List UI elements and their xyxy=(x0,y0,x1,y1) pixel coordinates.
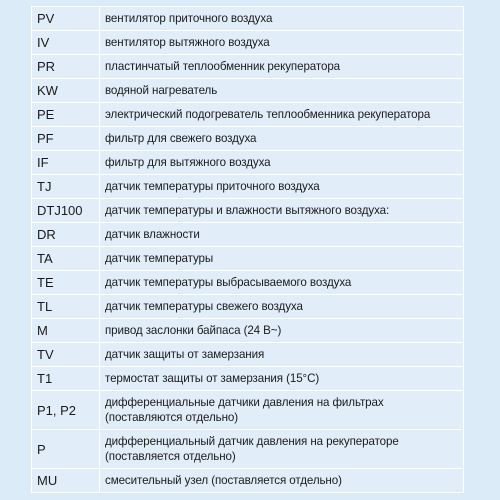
legend-row xyxy=(32,79,464,103)
legend-row xyxy=(32,367,464,391)
legend-row xyxy=(32,391,464,430)
legend-code: MU xyxy=(32,469,100,493)
legend-code: PE xyxy=(32,103,100,127)
legend-row xyxy=(32,151,464,175)
legend-code: PF xyxy=(32,127,100,151)
legend-description: смесительный узел (поставляется отдельно) xyxy=(100,469,464,493)
legend-row xyxy=(32,295,464,319)
legend-row xyxy=(32,175,464,199)
legend-code: M xyxy=(32,319,100,343)
legend-table xyxy=(31,6,464,493)
legend-description: датчик температуры xyxy=(100,247,464,271)
legend-description: пластинчатый теплообменник рекуператора xyxy=(100,55,464,79)
legend-code: TA xyxy=(32,247,100,271)
legend-code: T1 xyxy=(32,367,100,391)
legend-row xyxy=(32,469,464,493)
legend-row xyxy=(32,430,464,469)
legend-row xyxy=(32,199,464,223)
legend-row xyxy=(32,7,464,31)
legend-description: фильтр для вытяжного воздуха xyxy=(100,151,464,175)
legend-description: вентилятор приточного воздуха xyxy=(100,7,464,31)
legend-code: IV xyxy=(32,31,100,55)
legend-description: термостат защиты от замерзания (15°C) xyxy=(100,367,464,391)
legend-code: TL xyxy=(32,295,100,319)
legend-row xyxy=(32,247,464,271)
legend-code: DR xyxy=(32,223,100,247)
legend-description: датчик температуры свежего воздуха xyxy=(100,295,464,319)
legend-code: PV xyxy=(32,7,100,31)
legend-code: DTJ100 xyxy=(32,199,100,223)
legend-row xyxy=(32,103,464,127)
legend-description: фильтр для свежего воздуха xyxy=(100,127,464,151)
legend-description: дифференциальные датчики давления на фильтрах (поставляются отдельно) xyxy=(100,391,464,430)
legend-description: вентилятор вытяжного воздуха xyxy=(100,31,464,55)
legend-code: TJ xyxy=(32,175,100,199)
legend-row xyxy=(32,127,464,151)
legend-row xyxy=(32,55,464,79)
legend-row xyxy=(32,319,464,343)
legend-code: P xyxy=(32,430,100,469)
legend-code: KW xyxy=(32,79,100,103)
legend-description: датчик защиты от замерзания xyxy=(100,343,464,367)
legend-row xyxy=(32,343,464,367)
legend-code: P1, P2 xyxy=(32,391,100,430)
legend-description: датчик температуры выбрасываемого воздуха xyxy=(100,271,464,295)
legend-description: водяной нагреватель xyxy=(100,79,464,103)
legend-row xyxy=(32,223,464,247)
legend-code: TV xyxy=(32,343,100,367)
legend-description: датчик влажности xyxy=(100,223,464,247)
legend-description: привод заслонки байпаса (24 В~) xyxy=(100,319,464,343)
legend-description: электрический подогреватель теплообменника рекуператора xyxy=(100,103,464,127)
legend-description: датчик температуры приточного воздуха xyxy=(100,175,464,199)
legend-description: дифференциальный датчик давления на рекуператоре (поставляется отдельно) xyxy=(100,430,464,469)
legend-code: IF xyxy=(32,151,100,175)
legend-code: TE xyxy=(32,271,100,295)
legend-row xyxy=(32,271,464,295)
legend-row xyxy=(32,31,464,55)
legend-code: PR xyxy=(32,55,100,79)
legend-description: датчик температуры и влажности вытяжного воздуха: xyxy=(100,199,464,223)
